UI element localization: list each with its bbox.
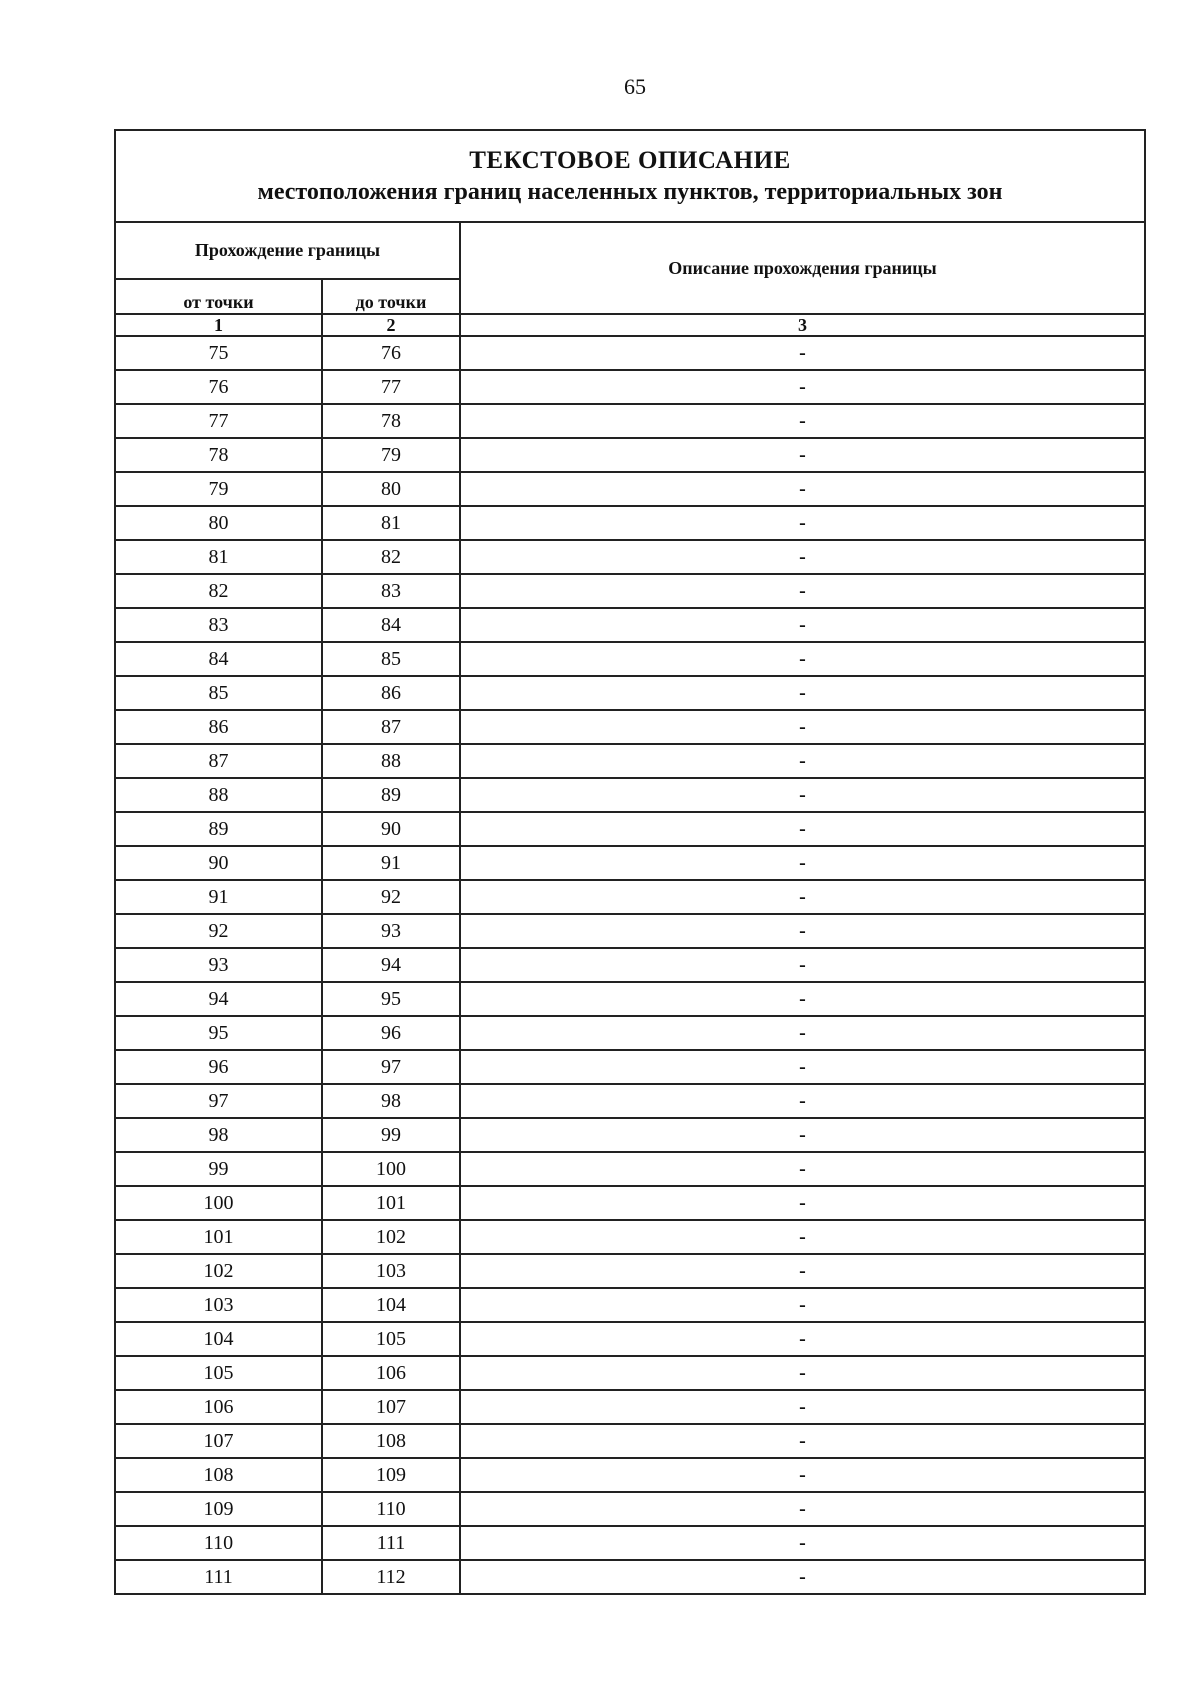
table-row	[115, 1492, 1145, 1526]
to-point-cell: 78	[322, 404, 460, 438]
description-cell: -	[460, 982, 1145, 1016]
description-cell: -	[460, 472, 1145, 506]
table-row	[115, 472, 1145, 506]
from-point-cell: 89	[115, 812, 322, 846]
from-point-cell: 85	[115, 676, 322, 710]
description-cell: -	[460, 1050, 1145, 1084]
to-point-cell: 100	[322, 1152, 460, 1186]
from-point-cell: 97	[115, 1084, 322, 1118]
description-cell: -	[460, 608, 1145, 642]
to-point-cell: 76	[322, 336, 460, 370]
description-cell: -	[460, 642, 1145, 676]
from-point-cell: 79	[115, 472, 322, 506]
from-point-cell: 108	[115, 1458, 322, 1492]
description-cell: -	[460, 914, 1145, 948]
from-point-cell: 99	[115, 1152, 322, 1186]
from-point-cell: 80	[115, 506, 322, 540]
to-point-cell: 91	[322, 846, 460, 880]
table-row	[115, 1186, 1145, 1220]
from-point-cell: 98	[115, 1118, 322, 1152]
table-row	[115, 744, 1145, 778]
column-number-3: 3	[460, 314, 1145, 336]
table-row	[115, 642, 1145, 676]
description-cell: -	[460, 1526, 1145, 1560]
table-body	[115, 336, 1145, 1594]
from-point-cell: 77	[115, 404, 322, 438]
description-cell: -	[460, 1220, 1145, 1254]
description-cell: -	[460, 744, 1145, 778]
table-row	[115, 1526, 1145, 1560]
table-title: ТЕКСТОВОЕ ОПИСАНИЕ	[469, 147, 791, 174]
to-point-cell: 106	[322, 1356, 460, 1390]
from-point-cell: 81	[115, 540, 322, 574]
table-row	[115, 1288, 1145, 1322]
boundary-description-table	[114, 129, 1146, 1595]
from-point-cell: 103	[115, 1288, 322, 1322]
table-row	[115, 1152, 1145, 1186]
description-cell: -	[460, 778, 1145, 812]
table-row	[115, 1356, 1145, 1390]
table-row	[115, 608, 1145, 642]
column-number-2: 2	[322, 314, 460, 336]
table-row	[115, 1084, 1145, 1118]
from-point-cell: 96	[115, 1050, 322, 1084]
from-point-cell: 82	[115, 574, 322, 608]
table-row	[115, 1560, 1145, 1594]
from-point-cell: 90	[115, 846, 322, 880]
table-row	[115, 812, 1145, 846]
from-point-cell: 109	[115, 1492, 322, 1526]
from-point-cell: 91	[115, 880, 322, 914]
from-point-cell: 95	[115, 1016, 322, 1050]
to-point-cell: 107	[322, 1390, 460, 1424]
to-point-cell: 112	[322, 1560, 460, 1594]
to-point-cell: 82	[322, 540, 460, 574]
to-point-cell: 109	[322, 1458, 460, 1492]
header-from-point: от точки	[115, 279, 322, 314]
to-point-cell: 89	[322, 778, 460, 812]
table-row	[115, 1458, 1145, 1492]
table-row	[115, 676, 1145, 710]
to-point-cell: 104	[322, 1288, 460, 1322]
description-cell: -	[460, 1288, 1145, 1322]
table-row	[115, 982, 1145, 1016]
to-point-cell: 80	[322, 472, 460, 506]
page-number: 65	[624, 74, 646, 99]
table-row	[115, 1390, 1145, 1424]
description-cell: -	[460, 846, 1145, 880]
description-cell: -	[460, 1016, 1145, 1050]
to-point-cell: 85	[322, 642, 460, 676]
description-cell: -	[460, 574, 1145, 608]
description-cell: -	[460, 540, 1145, 574]
from-point-cell: 110	[115, 1526, 322, 1560]
from-point-cell: 102	[115, 1254, 322, 1288]
from-point-cell: 78	[115, 438, 322, 472]
description-cell: -	[460, 1152, 1145, 1186]
description-cell: -	[460, 1560, 1145, 1594]
to-point-cell: 96	[322, 1016, 460, 1050]
from-point-cell: 88	[115, 778, 322, 812]
from-point-cell: 93	[115, 948, 322, 982]
table-row	[115, 1424, 1145, 1458]
description-cell: -	[460, 370, 1145, 404]
from-point-cell: 106	[115, 1390, 322, 1424]
table-row	[115, 846, 1145, 880]
from-point-cell: 92	[115, 914, 322, 948]
table-row	[115, 1118, 1145, 1152]
description-cell: -	[460, 506, 1145, 540]
description-cell: -	[460, 1356, 1145, 1390]
description-cell: -	[460, 1084, 1145, 1118]
description-cell: -	[460, 1390, 1145, 1424]
to-point-cell: 83	[322, 574, 460, 608]
table-row	[115, 1220, 1145, 1254]
description-cell: -	[460, 438, 1145, 472]
from-point-cell: 76	[115, 370, 322, 404]
table-row	[115, 1050, 1145, 1084]
to-point-cell: 108	[322, 1424, 460, 1458]
to-point-cell: 101	[322, 1186, 460, 1220]
header-to-point: до точки	[322, 279, 460, 314]
header-boundary-passage: Прохождение границы	[115, 222, 460, 279]
description-cell: -	[460, 676, 1145, 710]
table-row	[115, 540, 1145, 574]
from-point-cell: 101	[115, 1220, 322, 1254]
to-point-cell: 110	[322, 1492, 460, 1526]
to-point-cell: 99	[322, 1118, 460, 1152]
column-number-1: 1	[115, 314, 322, 336]
description-cell: -	[460, 404, 1145, 438]
table-row	[115, 506, 1145, 540]
to-point-cell: 97	[322, 1050, 460, 1084]
to-point-cell: 77	[322, 370, 460, 404]
table-row	[115, 1254, 1145, 1288]
to-point-cell: 88	[322, 744, 460, 778]
description-cell: -	[460, 880, 1145, 914]
description-cell: -	[460, 1458, 1145, 1492]
table-row	[115, 778, 1145, 812]
to-point-cell: 79	[322, 438, 460, 472]
to-point-cell: 95	[322, 982, 460, 1016]
table-row	[115, 1322, 1145, 1356]
to-point-cell: 93	[322, 914, 460, 948]
to-point-cell: 84	[322, 608, 460, 642]
table-row	[115, 370, 1145, 404]
table-row	[115, 438, 1145, 472]
to-point-cell: 98	[322, 1084, 460, 1118]
table-row	[115, 914, 1145, 948]
from-point-cell: 83	[115, 608, 322, 642]
to-point-cell: 81	[322, 506, 460, 540]
description-cell: -	[460, 710, 1145, 744]
to-point-cell: 103	[322, 1254, 460, 1288]
table-row	[115, 880, 1145, 914]
table-subtitle: местоположения границ населенных пунктов, территориальных зон	[257, 179, 1003, 205]
from-point-cell: 94	[115, 982, 322, 1016]
description-cell: -	[460, 948, 1145, 982]
description-cell: -	[460, 1254, 1145, 1288]
description-cell: -	[460, 1424, 1145, 1458]
to-point-cell: 111	[322, 1526, 460, 1560]
description-cell: -	[460, 1492, 1145, 1526]
from-point-cell: 87	[115, 744, 322, 778]
from-point-cell: 104	[115, 1322, 322, 1356]
table-row	[115, 710, 1145, 744]
table-row	[115, 404, 1145, 438]
header-description: Описание прохождения границы	[460, 222, 1145, 314]
table-row	[115, 948, 1145, 982]
to-point-cell: 86	[322, 676, 460, 710]
from-point-cell: 105	[115, 1356, 322, 1390]
table-title-cell	[115, 130, 1145, 222]
table-row	[115, 574, 1145, 608]
description-cell: -	[460, 1186, 1145, 1220]
table-row	[115, 336, 1145, 370]
description-cell: -	[460, 812, 1145, 846]
from-point-cell: 100	[115, 1186, 322, 1220]
from-point-cell: 84	[115, 642, 322, 676]
description-cell: -	[460, 1118, 1145, 1152]
from-point-cell: 107	[115, 1424, 322, 1458]
to-point-cell: 87	[322, 710, 460, 744]
to-point-cell: 90	[322, 812, 460, 846]
from-point-cell: 111	[115, 1560, 322, 1594]
to-point-cell: 94	[322, 948, 460, 982]
to-point-cell: 105	[322, 1322, 460, 1356]
table-row	[115, 1016, 1145, 1050]
description-cell: -	[460, 336, 1145, 370]
to-point-cell: 102	[322, 1220, 460, 1254]
from-point-cell: 86	[115, 710, 322, 744]
to-point-cell: 92	[322, 880, 460, 914]
from-point-cell: 75	[115, 336, 322, 370]
description-cell: -	[460, 1322, 1145, 1356]
